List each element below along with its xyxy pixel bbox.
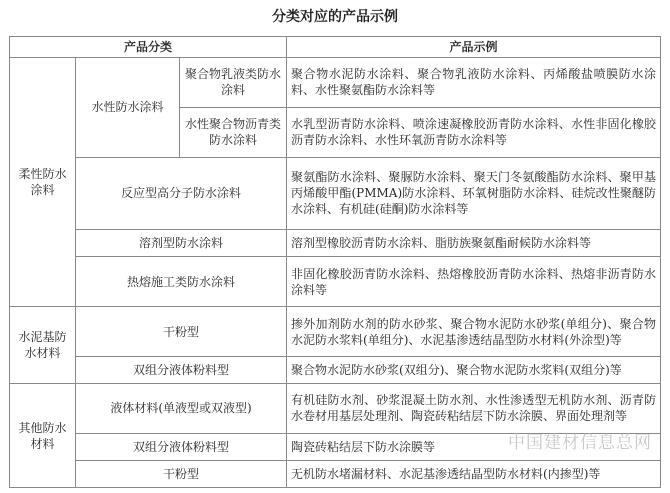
- subgroup-water-based: 水性防水涂料: [76, 58, 180, 158]
- group-other: 其他防水材料: [10, 384, 76, 488]
- category-solvent: 溶剂型防水涂料: [76, 230, 287, 257]
- table-title: 分类对应的产品示例: [272, 9, 398, 25]
- examples-hotmelt: 非固化橡胶沥青防水涂料、热熔橡胶沥青防水涂料、热熔非沥青防水涂料等: [287, 257, 661, 307]
- examples-cement-dry: 掺外加剂防水剂的防水砂浆、聚合物水泥防水砂浆(单组分)、聚合物水泥防水浆料(单组分)、水泥基渗透结晶型防水材料(外涂型)等: [287, 307, 661, 357]
- examples-other-dry: 无机防水堵漏材料、水泥基渗透结晶型防水材料(内掺型)等: [287, 460, 661, 487]
- table-row: [10, 257, 661, 307]
- category-water-asphalt: 水性聚合物沥青类防水涂料: [180, 107, 287, 157]
- header-row: [10, 37, 661, 58]
- category-reactive: 反应型高分子防水涂料: [76, 157, 287, 230]
- examples-reactive: 聚氨酯防水涂料、聚脲防水涂料、聚天门冬氨酸酯防水涂料、聚甲基丙烯酸甲酯(PMMA)防水涂料、环氧树脂防水涂料、硅烷改性聚醚防水涂料、有机硅(硅酮)防水涂料等: [287, 157, 661, 230]
- category-hotmelt: 热熔施工类防水涂料: [76, 257, 287, 307]
- examples-other-twocomp: 陶瓷砖粘结层下防水涂膜等: [287, 433, 661, 460]
- group-flexible: 柔性防水涂料: [10, 58, 76, 307]
- table-row: [10, 384, 661, 434]
- table-row: [10, 230, 661, 257]
- examples-cement-twocomp: 聚合物水泥防水砂浆(双组分)、聚合物水泥防水浆料(双组分)等: [287, 356, 661, 383]
- group-cement: 水泥基防水材料: [10, 307, 76, 384]
- product-classification-table: [9, 36, 661, 488]
- category-other-liquid: 液体材料(单液型或双液型): [76, 384, 287, 434]
- table-row: [10, 307, 661, 357]
- header-examples: 产品示例: [287, 37, 661, 58]
- examples-water-asphalt: 水乳型沥青防水涂料、喷涂速凝橡胶沥青防水涂料、水性非固化橡胶沥青防水涂料、水性环氧沥青防水涂料等: [287, 107, 661, 157]
- category-cement-dry: 干粉型: [76, 307, 287, 357]
- category-emulsion: 聚合物乳液类防水涂料: [180, 58, 287, 108]
- category-other-dry: 干粉型: [76, 460, 287, 487]
- table-row: [10, 58, 661, 108]
- category-cement-twocomp: 双组分液体粉料型: [76, 356, 287, 383]
- watermark-text: 中国建材信息总网: [508, 433, 652, 453]
- table-row: [10, 356, 661, 383]
- examples-emulsion: 聚合物水泥防水涂料、聚合物乳液防水涂料、丙烯酸盐喷膜防水涂料、水性聚氨酯防水涂料等: [287, 58, 661, 108]
- table-row: [10, 157, 661, 230]
- header-category: 产品分类: [10, 37, 287, 58]
- category-other-twocomp: 双组分液体粉料型: [76, 433, 287, 460]
- table-row: [10, 460, 661, 487]
- examples-other-liquid: 有机硅防水剂、砂浆混凝土防水剂、水性渗透型无机防水剂、沥青防水卷材用基层处理剂、陶瓷砖粘结层下防水涂膜、界面处理剂等: [287, 384, 661, 434]
- examples-solvent: 溶剂型橡胶沥青防水涂料、脂肪族聚氨酯耐候防水涂料等: [287, 230, 661, 257]
